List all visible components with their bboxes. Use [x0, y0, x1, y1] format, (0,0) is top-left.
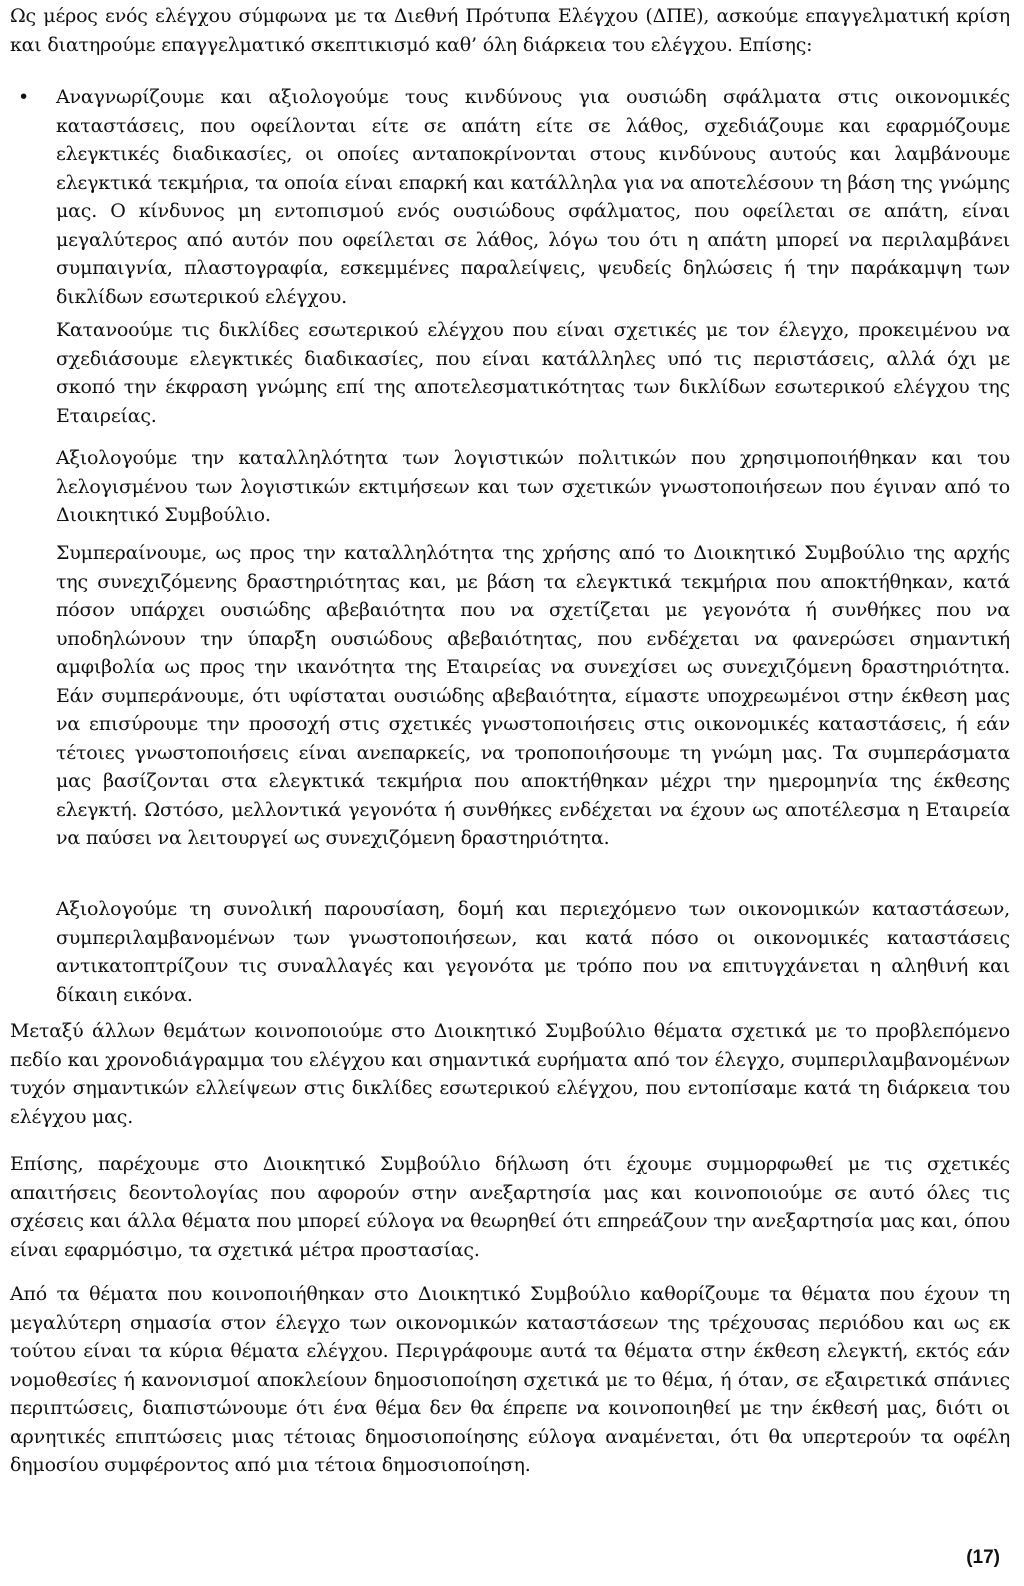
document-page [10, 0, 1010, 1586]
bullet-paragraph-going-concern: Συμπεραίνουμε, ως προς την καταλληλότητα της χρήσης από το Διοικητικό Συμβούλιο της αρχής της συνεχιζόμενης δραστηριότητας και, με βάση τα ελεγκτικά τεκμήρια που αποκτήθηκαν, κατά πόσον υπάρχει ουσιώδης αβεβαιότητα που να σχετίζεται με γεγονότα ή συνθήκες που να υποδηλώνουν την ύπαρξη ουσιώδους αβεβαιότητας, που ενδέχεται να φανερώσει σημαντική αμφιβολία ως προς την ικανότητα της Εταιρείας να συνεχίσει ως συνεχιζόμενη δραστηριότητα. Εάν συμπεράνουμε, ότι υφίσταται ουσιώδης αβεβαιότητα, είμαστε υποχρεωμένοι στην έκθεση μας να επισύρουμε την προσοχή στις σχετικές γνωστοποιήσεις στις οικονομικές καταστάσεις, ή εάν τέτοιες γνωστοποιήσεις είναι ανεπαρκείς, να τροποποιήσουμε τη γνώμη μας. Τα συμπεράσματα μας βασίζονται στα ελεγκτικά τεκμήρια που αποκτήθηκαν μέχρι την ημερομηνία της έκθεσης ελεγκτή. Ωστόσο, μελλοντικά γεγονότα ή συνθήκες ενδέχεται να έχουν ως αποτέλεσμα η Εταιρεία να παύσει να λειτουργεί ως συνεχιζόμενη δραστηριότητα. [56, 542, 1010, 849]
paragraph-key-audit-matters: Από τα θέματα που κοινοποιήθηκαν στο Διοικητικό Συμβούλιο καθορίζουμε τα θέματα που έχουν τη μεγαλύτερη σημασία στον έλεγχο των οικονομικών καταστάσεων της τρέχουσας περιόδου και ως εκ τούτου είναι τα κύρια θέματα ελέγχου. Περιγράφουμε αυτά τα θέματα στην έκθεση ελεγκτή, εκτός εάν νομοθεσίες ή κανονισμοί αποκλείουν δημοσιοποίηση σχετικά με το θέμα, ή όταν, σε εξαιρετικά σπάνιες περιπτώσεις, διαπιστώνουμε ότι ένα θέμα δεν θα έπρεπε να κοινοποιηθεί με την έκθεσή μας, διότι οι αρνητικές επιπτώσεις μιας τέτοιας δημοσιοποίησης εύλογα αναμένεται, ότι θα υπερτερούν τα οφέλη δημοσίου συμφέροντος από μια τέτοια δημοσιοποίηση. [10, 1283, 1010, 1476]
paragraph-independence-statement: Επίσης, παρέχουμε στο Διοικητικό Συμβούλιο δήλωση ότι έχουμε συμμορφωθεί με τις σχετικές απαιτήσεις δεοντολογίας που αφορούν στην ανεξαρτησία μας και κοινοποιούμε σε αυτό όλες τις σχέσεις και άλλα θέματα που μπορεί εύλογα να θεωρηθεί ότι επηρεάζουν την ανεξαρτησία μας και, όπου είναι εφαρμόσιμο, τα σχετικά μέτρα προστασίας. [10, 1153, 1010, 1261]
bullet-paragraph-overall-presentation: Αξιολογούμε τη συνολική παρουσίαση, δομή και περιεχόμενο των οικονομικών καταστάσεων, συμπεριλαμβανομένων των γνωστοποιήσεων, και κατά πόσο οι οικονομικές καταστάσεις αντικατοπτρίζουν τις συναλλαγές και γεγονότα με τρόπο που να επιτυγχάνεται η αληθινή και δίκαιη εικόνα. [56, 898, 1010, 1006]
intro-paragraph: Ως μέρος ενός ελέγχου σύμφωνα με τα Διεθνή Πρότυπα Ελέγχου (ΔΠΕ), ασκούμε επαγγελματική κρίση και διατηρούμε επαγγελματικό σκεπτικισμό καθ’ όλη διάρκεια του ελέγχου. Επίσης: [10, 5, 1010, 56]
bullet-marker: • [18, 86, 30, 108]
bullet-paragraph-accounting-policies: Αξιολογούμε την καταλληλότητα των λογιστικών πολιτικών που χρησιμοποιήθηκαν και του λελογισμένου των λογιστικών εκτιμήσεων και των σχετικών γνωστοποιήσεων που έγιναν από το Διοικητικό Συμβούλιο. [56, 447, 1010, 526]
page-number: (17) [966, 1547, 1000, 1568]
bullet-paragraph-risk-assessment: Αναγνωρίζουμε και αξιολογούμε τους κινδύνους για ουσιώδη σφάλματα στις οικονομικές καταστάσεις, που οφείλονται είτε σε απάτη είτε σε λάθος, σχεδιάζουμε και εφαρμόζουμε ελεγκτικές διαδικασίες, οι οποίες ανταποκρίνονται στους κινδύνους αυτούς και λαμβάνουμε ελεγκτικά τεκμήρια, τα οποία είναι επαρκή και κατάλληλα για να αποτελέσουν τη βάση της γνώμης μας. Ο κίνδυνος μη εντοπισμού ενός ουσιώδους σφάλματος, που οφείλεται σε απάτη, είναι μεγαλύτερος από αυτόν που οφείλεται σε λάθος, λόγω του ότι η απάτη μπορεί να περιλαμβάνει συμπαιγνία, πλαστογραφία, εσκεμμένες παραλείψεις, ψευδείς δηλώσεις ή την παράκαμψη των δικλίδων εσωτερικού ελέγχου. [56, 86, 1010, 308]
paragraph-communication-with-board: Μεταξύ άλλων θεμάτων κοινοποιούμε στο Διοικητικό Συμβούλιο θέματα σχετικά με το προβλεπόμενο πεδίο και χρονοδιάγραμμα του ελέγχου και σημαντικά ευρήματα από τον έλεγχο, συμπεριλαμβανομένων τυχόν σημαντικών ελλείψεων στις δικλίδες εσωτερικού ελέγχου, που εντοπίσαμε κατά τη διάρκεια του ελέγχου μας. [10, 1020, 1010, 1128]
bullet-paragraph-internal-controls: Κατανοούμε τις δικλίδες εσωτερικού ελέγχου που είναι σχετικές με τον έλεγχο, προκειμένου να σχεδιάσουμε ελεγκτικές διαδικασίες, που είναι κατάλληλες υπό τις περιστάσεις, αλλά όχι με σκοπό την έκφραση γνώμης επί της αποτελεσματικότητας των δικλίδων εσωτερικού ελέγχου της Εταιρείας. [56, 319, 1010, 427]
